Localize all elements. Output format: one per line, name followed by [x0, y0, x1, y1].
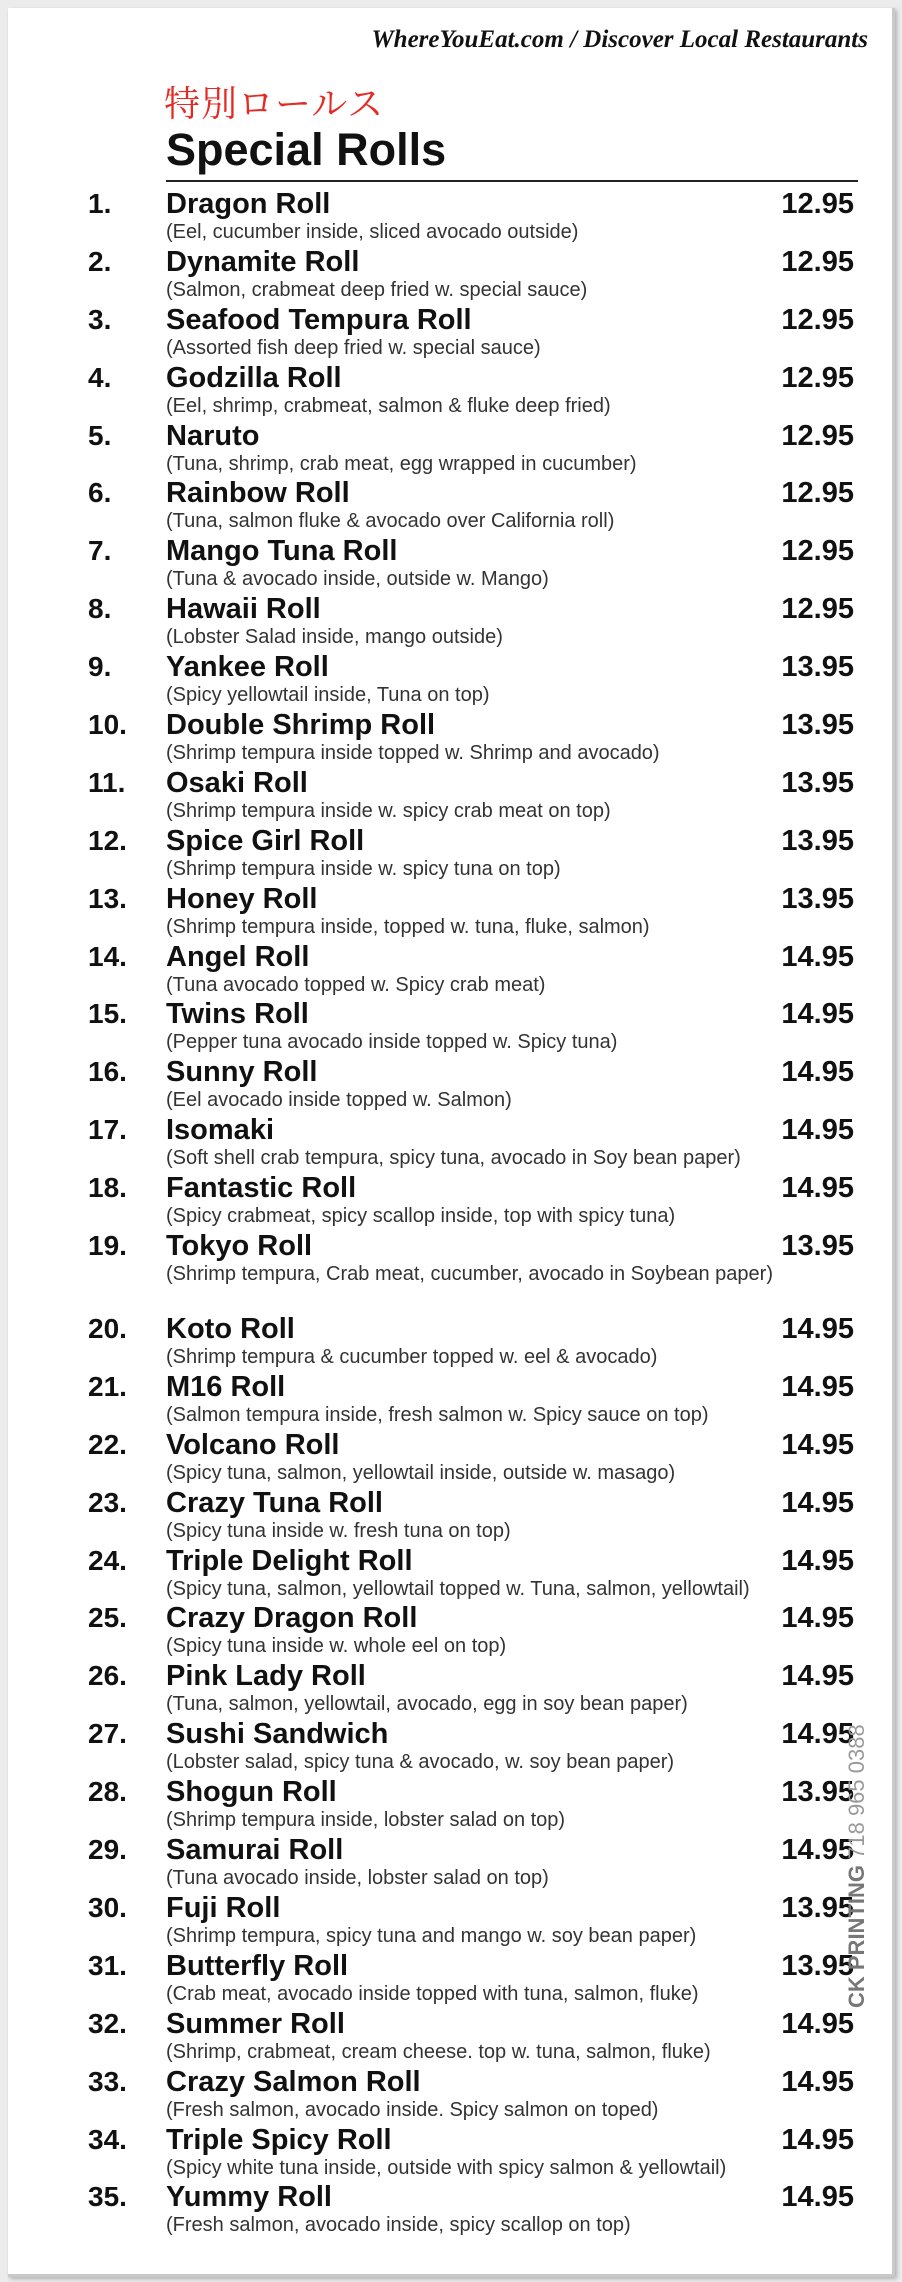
item-number: 5.	[88, 419, 112, 451]
item-price: 13.95	[781, 651, 854, 684]
item-description: (Shrimp tempura inside, topped w. tuna, fluke, salmon)	[166, 915, 650, 938]
menu-item	[8, 362, 892, 420]
menu-item	[8, 2066, 892, 2124]
menu-item	[8, 767, 892, 825]
item-description: (Spicy tuna, salmon, yellowtail topped w. Tuna, salmon, yellowtail)	[166, 1577, 750, 1600]
menu-item	[8, 1660, 892, 1718]
item-name: Crazy Salmon Roll	[166, 2065, 421, 2098]
item-price: 14.95	[781, 1114, 854, 1147]
item-price: 14.95	[781, 1428, 854, 1461]
item-description: (Fresh salmon, avocado inside. Spicy salmon on toped)	[166, 2098, 659, 2121]
item-description: (Shrimp tempura inside topped w. Shrimp and avocado)	[166, 742, 660, 765]
item-price: 13.95	[781, 1949, 854, 1982]
item-description: (Lobster Salad inside, mango outside)	[166, 626, 503, 649]
item-price: 14.95	[781, 1718, 854, 1751]
menu-item	[8, 1892, 892, 1950]
item-price: 13.95	[781, 1776, 854, 1809]
item-price: 13.95	[781, 824, 854, 857]
menu-item	[8, 1313, 892, 1371]
item-number: 15.	[88, 998, 127, 1030]
item-price: 14.95	[781, 1313, 854, 1346]
item-description: (Shrimp, crabmeat, cream cheese. top w. tuna, salmon, fluke)	[166, 2040, 711, 2063]
item-name: Crazy Tuna Roll	[166, 1486, 383, 1519]
menu-item	[8, 2124, 892, 2182]
item-number: 9.	[88, 651, 112, 683]
item-price: 12.95	[781, 245, 854, 278]
item-price: 13.95	[781, 1891, 854, 1924]
item-price: 12.95	[781, 593, 854, 626]
item-description: (Eel, shrimp, crabmeat, salmon & fluke deep fried)	[166, 394, 611, 417]
menu-item	[8, 883, 892, 941]
item-name: Volcano Roll	[166, 1428, 340, 1461]
item-number: 16.	[88, 1056, 127, 1088]
item-price: 14.95	[781, 998, 854, 1031]
printer-name: CK PRINTING	[844, 1865, 869, 2008]
item-name: Triple Delight Roll	[166, 1544, 413, 1577]
menu-item	[8, 2008, 892, 2066]
item-number: 26.	[88, 1660, 127, 1692]
menu-item	[8, 1834, 892, 1892]
menu-item	[8, 1056, 892, 1114]
item-price: 12.95	[781, 477, 854, 510]
item-description: (Fresh salmon, avocado inside, spicy scallop on top)	[166, 2214, 631, 2237]
item-number: 12.	[88, 824, 127, 856]
menu-page	[8, 8, 895, 2277]
item-name: M16 Roll	[166, 1370, 286, 1403]
item-description: (Shrimp tempura & cucumber topped w. eel & avocado)	[166, 1346, 658, 1369]
item-name: Fuji Roll	[166, 1891, 281, 1924]
item-price: 13.95	[781, 882, 854, 915]
menu-item	[8, 1602, 892, 1660]
item-price: 14.95	[781, 940, 854, 973]
item-description: (Shrimp tempura inside w. spicy crab meat on top)	[166, 799, 611, 822]
menu-item	[8, 1429, 892, 1487]
item-number: 31.	[88, 1949, 127, 1981]
item-name: Twins Roll	[166, 998, 309, 1031]
printer-phone: 718 965 0388	[844, 1724, 869, 1859]
item-number: 22.	[88, 1428, 127, 1460]
item-number: 1.	[88, 188, 112, 219]
menu-item	[8, 941, 892, 999]
menu-item	[8, 304, 892, 362]
item-price: 14.95	[781, 1056, 854, 1089]
item-description: (Shrimp tempura, Crab meat, cucumber, avocado in Soybean paper)	[166, 1263, 773, 1286]
item-number: 14.	[88, 940, 127, 972]
item-price: 14.95	[781, 2007, 854, 2040]
item-number: 4.	[88, 361, 112, 393]
item-description: (Tuna avocado topped w. Spicy crab meat)	[166, 973, 546, 996]
menu-item	[8, 651, 892, 709]
item-name: Spice Girl Roll	[166, 824, 365, 857]
item-name: Koto Roll	[166, 1313, 295, 1346]
menu-item	[8, 1371, 892, 1429]
item-description: (Spicy tuna inside w. whole eel on top)	[166, 1635, 507, 1658]
menu-item	[8, 1487, 892, 1545]
item-description: (Salmon tempura inside, fresh salmon w. Spicy sauce on top)	[166, 1403, 709, 1426]
item-name: Summer Roll	[166, 2007, 345, 2040]
item-description: (Shrimp tempura inside w. spicy tuna on top)	[166, 857, 561, 880]
menu-item	[8, 1776, 892, 1834]
item-price: 14.95	[781, 1544, 854, 1577]
item-name: Butterfly Roll	[166, 1949, 349, 1982]
item-number: 2.	[88, 245, 112, 277]
item-name: Crazy Dragon Roll	[166, 1602, 418, 1635]
item-number: 10.	[88, 709, 127, 741]
item-description: (Tuna avocado inside, lobster salad on top)	[166, 1867, 549, 1890]
item-price: 12.95	[781, 361, 854, 394]
menu-item	[8, 593, 892, 651]
item-name: Godzilla Roll	[166, 361, 342, 394]
item-description: (Salmon, crabmeat deep fried w. special sauce)	[166, 278, 588, 301]
item-name: Sunny Roll	[166, 1056, 318, 1089]
item-number: 18.	[88, 1172, 127, 1204]
item-description: (Eel, cucumber inside, sliced avocado outside)	[166, 221, 579, 243]
item-name: Mango Tuna Roll	[166, 535, 398, 568]
item-price: 13.95	[781, 1230, 854, 1263]
menu-item	[8, 420, 892, 478]
title-divider	[166, 180, 858, 182]
item-description: (Spicy yellowtail inside, Tuna on top)	[166, 684, 490, 707]
item-description: (Spicy white tuna inside, outside with spicy salmon & yellowtail)	[166, 2156, 727, 2179]
item-description: (Spicy tuna, salmon, yellowtail inside, outside w. masago)	[166, 1461, 676, 1484]
item-name: Rainbow Roll	[166, 477, 350, 510]
menu-item	[8, 825, 892, 883]
item-description: (Shrimp tempura inside, lobster salad on top)	[166, 1809, 566, 1832]
item-description: (Lobster salad, spicy tuna & avocado, w. soy bean paper)	[166, 1751, 675, 1774]
menu-item	[8, 1950, 892, 2008]
item-number: 24.	[88, 1544, 127, 1576]
item-number: 33.	[88, 2065, 127, 2097]
item-price: 14.95	[781, 1486, 854, 1519]
menu-item	[8, 1718, 892, 1776]
item-number: 19.	[88, 1230, 127, 1262]
item-name: Pink Lady Roll	[166, 1660, 366, 1693]
item-price: 12.95	[781, 419, 854, 452]
item-number: 34.	[88, 2123, 127, 2155]
item-name: Shogun Roll	[166, 1776, 337, 1809]
item-number: 8.	[88, 593, 112, 625]
item-name: Yummy Roll	[166, 2181, 332, 2214]
item-number: 27.	[88, 1718, 127, 1750]
item-number: 3.	[88, 303, 112, 335]
item-name: Yankee Roll	[166, 651, 329, 684]
item-description: (Shrimp tempura, spicy tuna and mango w. soy bean paper)	[166, 1924, 697, 1947]
item-price: 12.95	[781, 535, 854, 568]
item-name: Honey Roll	[166, 882, 318, 915]
item-number: 35.	[88, 2181, 127, 2213]
item-price: 14.95	[781, 1834, 854, 1867]
item-description: (Assorted fish deep fried w. special sauce)	[166, 336, 541, 359]
site-title: WhereYouEat.com / Discover Local Restaurants	[371, 26, 868, 53]
item-number: 23.	[88, 1486, 127, 1518]
item-description: (Soft shell crab tempura, spicy tuna, avocado in Soy bean paper)	[166, 1147, 741, 1170]
item-description: (Crab meat, avocado inside topped with tuna, salmon, fluke)	[166, 1982, 699, 2005]
menu-item	[8, 2181, 892, 2239]
item-name: Samurai Roll	[166, 1834, 344, 1867]
japanese-section-title: 特別ロールス	[164, 84, 385, 125]
item-name: Osaki Roll	[166, 766, 308, 799]
menu-item	[8, 1545, 892, 1603]
item-description: (Pepper tuna avocado inside topped w. Spicy tuna)	[166, 1031, 618, 1054]
item-price: 13.95	[781, 709, 854, 742]
menu-item	[8, 709, 892, 767]
item-price: 12.95	[781, 303, 854, 336]
item-price: 13.95	[781, 766, 854, 799]
item-price: 14.95	[781, 2065, 854, 2098]
item-description: (Tuna, salmon, yellowtail, avocado, egg in soy bean paper)	[166, 1693, 688, 1716]
item-number: 13.	[88, 882, 127, 914]
item-description: (Tuna, salmon fluke & avocado over California roll)	[166, 510, 615, 533]
item-name: Tokyo Roll	[166, 1230, 313, 1263]
printer-credit	[844, 1724, 870, 2008]
item-name: Isomaki	[166, 1114, 274, 1147]
item-name: Double Shrimp Roll	[166, 709, 436, 742]
item-name: Dragon Roll	[166, 188, 331, 220]
item-number: 7.	[88, 535, 112, 567]
item-description: (Spicy tuna inside w. fresh tuna on top)	[166, 1519, 511, 1542]
item-number: 6.	[88, 477, 112, 509]
item-price: 14.95	[781, 1172, 854, 1205]
menu-item	[8, 477, 892, 535]
menu-list	[8, 188, 892, 2239]
item-description: (Tuna & avocado inside, outside w. Mango)	[166, 568, 549, 591]
item-number: 17.	[88, 1114, 127, 1146]
item-name: Sushi Sandwich	[166, 1718, 389, 1751]
item-name: Angel Roll	[166, 940, 310, 973]
item-number: 32.	[88, 2007, 127, 2039]
item-number: 30.	[88, 1891, 127, 1923]
item-price: 14.95	[781, 2181, 854, 2214]
menu-item	[8, 535, 892, 593]
menu-item	[8, 1172, 892, 1230]
menu-item	[8, 188, 892, 246]
item-name: Seafood Tempura Roll	[166, 303, 472, 336]
item-price: 12.95	[781, 188, 854, 220]
menu-item	[8, 246, 892, 304]
item-number: 21.	[88, 1370, 127, 1402]
item-number: 11.	[88, 766, 126, 798]
item-name: Fantastic Roll	[166, 1172, 357, 1205]
menu-item	[8, 1114, 892, 1172]
item-description: (Eel avocado inside topped w. Salmon)	[166, 1089, 512, 1112]
menu-item	[8, 1230, 892, 1313]
item-number: 20.	[88, 1313, 127, 1345]
item-name: Naruto	[166, 419, 260, 452]
section-title: Special Rolls	[166, 124, 447, 175]
item-number: 28.	[88, 1776, 127, 1808]
item-name: Dynamite Roll	[166, 245, 360, 278]
item-price: 14.95	[781, 2123, 854, 2156]
item-price: 14.95	[781, 1660, 854, 1693]
menu-item	[8, 998, 892, 1056]
item-name: Triple Spicy Roll	[166, 2123, 392, 2156]
item-description: (Spicy crabmeat, spicy scallop inside, top with spicy tuna)	[166, 1205, 676, 1228]
item-description: (Tuna, shrimp, crab meat, egg wrapped in cucumber)	[166, 452, 637, 475]
item-number: 25.	[88, 1602, 127, 1634]
item-number: 29.	[88, 1834, 127, 1866]
item-name: Hawaii Roll	[166, 593, 321, 626]
item-price: 14.95	[781, 1370, 854, 1403]
item-price: 14.95	[781, 1602, 854, 1635]
